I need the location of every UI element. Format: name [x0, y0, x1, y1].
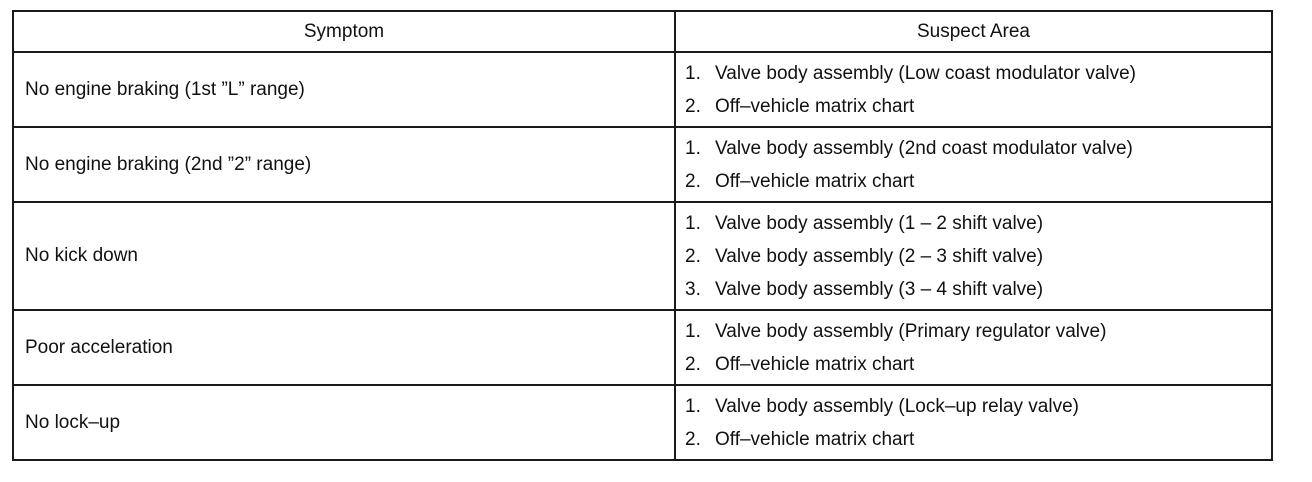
- suspect-item: [685, 165, 1271, 198]
- item-text: Valve body assembly (Low coast modulator valve): [715, 62, 1137, 84]
- item-number: 1.: [685, 320, 701, 342]
- item-number: 1.: [685, 395, 701, 417]
- item-text: Valve body assembly (Lock–up relay valve): [715, 395, 1079, 417]
- item-text: Off–vehicle matrix chart: [715, 353, 915, 375]
- suspect-area-cell: [675, 127, 1272, 202]
- item-text: Valve body assembly (2 – 3 shift valve): [715, 245, 1044, 267]
- symptom-cell: No kick down: [13, 202, 675, 310]
- suspect-item: [685, 273, 1271, 306]
- symptom-cell: Poor acceleration: [13, 310, 675, 385]
- symptom-cell: No lock–up: [13, 385, 675, 460]
- item-text: Valve body assembly (1 – 2 shift valve): [715, 212, 1044, 234]
- suspect-item: [685, 348, 1271, 381]
- suspect-item: [685, 315, 1271, 348]
- item-number: 1.: [685, 62, 701, 84]
- table-row: [13, 385, 1272, 460]
- suspect-item: [685, 57, 1271, 90]
- symptom-header: Symptom: [13, 11, 675, 52]
- symptom-cell: No engine braking (1st ”L” range): [13, 52, 675, 127]
- table-row: [13, 310, 1272, 385]
- item-number: 2.: [685, 428, 701, 450]
- table-row: [13, 202, 1272, 310]
- item-text: Off–vehicle matrix chart: [715, 428, 915, 450]
- item-text: Valve body assembly (Primary regulator valve): [715, 320, 1107, 342]
- table-row: [13, 52, 1272, 127]
- symptom-table: [12, 10, 1273, 461]
- suspect-item: [685, 423, 1271, 456]
- item-text: Off–vehicle matrix chart: [715, 95, 915, 117]
- suspect-area-cell: [675, 202, 1272, 310]
- item-number: 2.: [685, 95, 701, 117]
- table-row: [13, 127, 1272, 202]
- header-row: [13, 11, 1272, 52]
- suspect-area-cell: [675, 310, 1272, 385]
- item-number: 2.: [685, 170, 701, 192]
- suspect-item: [685, 207, 1271, 240]
- item-number: 2.: [685, 245, 701, 267]
- suspect-area-cell: [675, 52, 1272, 127]
- item-text: Off–vehicle matrix chart: [715, 170, 915, 192]
- suspect-item: [685, 132, 1271, 165]
- suspect-area-cell: [675, 385, 1272, 460]
- symptom-cell: No engine braking (2nd ”2” range): [13, 127, 675, 202]
- item-number: 3.: [685, 278, 701, 300]
- item-number: 2.: [685, 353, 701, 375]
- suspect-area-header: Suspect Area: [675, 11, 1272, 52]
- suspect-item: [685, 240, 1271, 273]
- suspect-item: [685, 390, 1271, 423]
- item-number: 1.: [685, 212, 701, 234]
- suspect-item: [685, 90, 1271, 123]
- item-text: Valve body assembly (2nd coast modulator valve): [715, 137, 1133, 159]
- item-text: Valve body assembly (3 – 4 shift valve): [715, 278, 1044, 300]
- item-number: 1.: [685, 137, 701, 159]
